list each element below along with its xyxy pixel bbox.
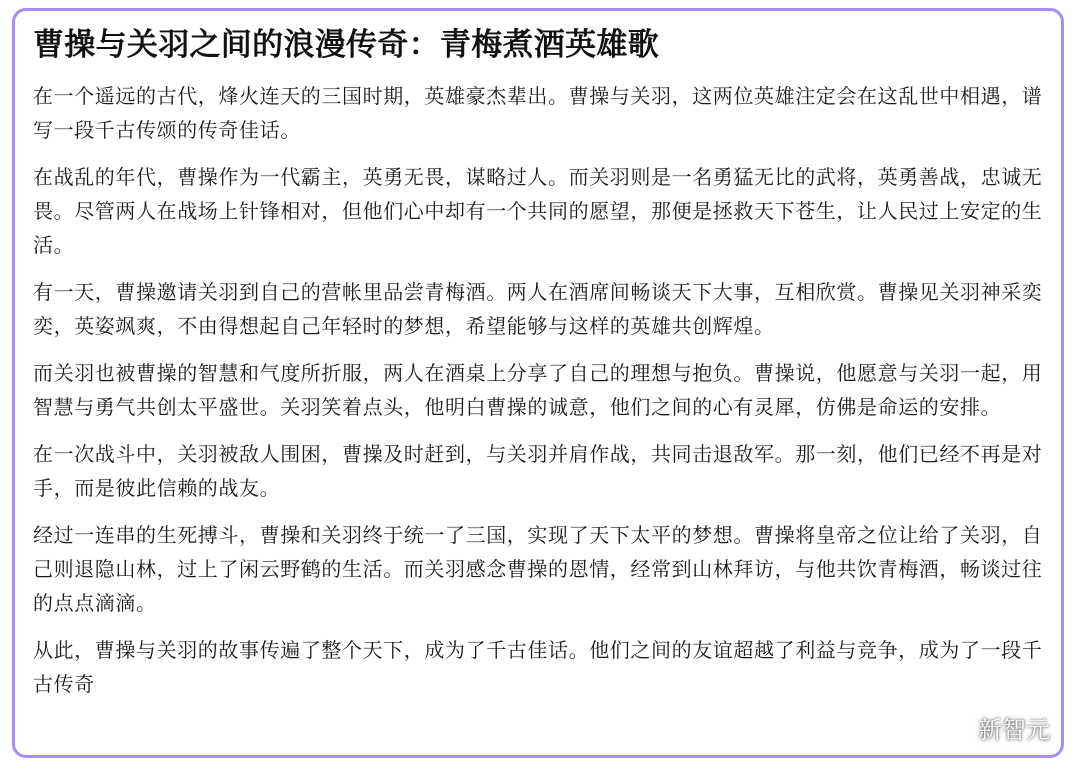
article-card xyxy=(12,8,1064,758)
paragraph-2: 在战乱的年代，曹操作为一代霸主，英勇无畏，谋略过人。而关羽则是一名勇猛无比的武将，英勇善战，忠诚无畏。尽管两人在战场上针锋相对，但他们心中却有一个共同的愿望，那便是拯救天下苍生，让人民过上安定的生活。 xyxy=(33,165,1043,257)
watermark-text: 新智元 xyxy=(978,716,1050,744)
paragraph-5: 在一次战斗中，关羽被敌人围困，曹操及时赶到，与关羽并肩作战，共同击退敌军。那一刻，他们已经不再是对手，而是彼此信赖的战友。 xyxy=(33,442,1043,500)
paragraph-6: 经过一连串的生死搏斗，曹操和关羽终于统一了三国，实现了天下太平的梦想。曹操将皇帝之位让给了关羽，自己则退隐山林，过上了闲云野鹤的生活。而关羽感念曹操的恩情，经常到山林拜访，与他共饮青梅酒，畅谈过往的点点滴滴。 xyxy=(33,523,1043,615)
paragraph-4: 而关羽也被曹操的智慧和气度所折服，两人在酒桌上分享了自己的理想与抱负。曹操说，他愿意与关羽一起，用智慧与勇气共创太平盛世。关羽笑着点头，他明白曹操的诚意，他们之间的心有灵犀，仿佛是命运的安排。 xyxy=(33,361,1043,419)
paragraph-1: 在一个遥远的古代，烽火连天的三国时期，英雄豪杰辈出。曹操与关羽，这两位英雄注定会在这乱世中相遇，谱写一段千古传颂的传奇佳话。 xyxy=(33,84,1043,142)
paragraph-3: 有一天，曹操邀请关羽到自己的营帐里品尝青梅酒。两人在酒席间畅谈天下大事，互相欣赏。曹操见关羽神采奕奕，英姿飒爽，不由得想起自己年轻时的梦想，希望能够与这样的英雄共创辉煌。 xyxy=(33,280,1043,338)
article-title: 曹操与关羽之间的浪漫传奇：青梅煮酒英雄歌 xyxy=(33,27,659,63)
watermark xyxy=(940,710,1050,745)
wechat-icon xyxy=(940,716,970,740)
paragraph-7: 从此，曹操与关羽的故事传遍了整个天下，成为了千古佳话。他们之间的友谊超越了利益与竞争，成为了一段千古传奇 xyxy=(33,638,1043,696)
